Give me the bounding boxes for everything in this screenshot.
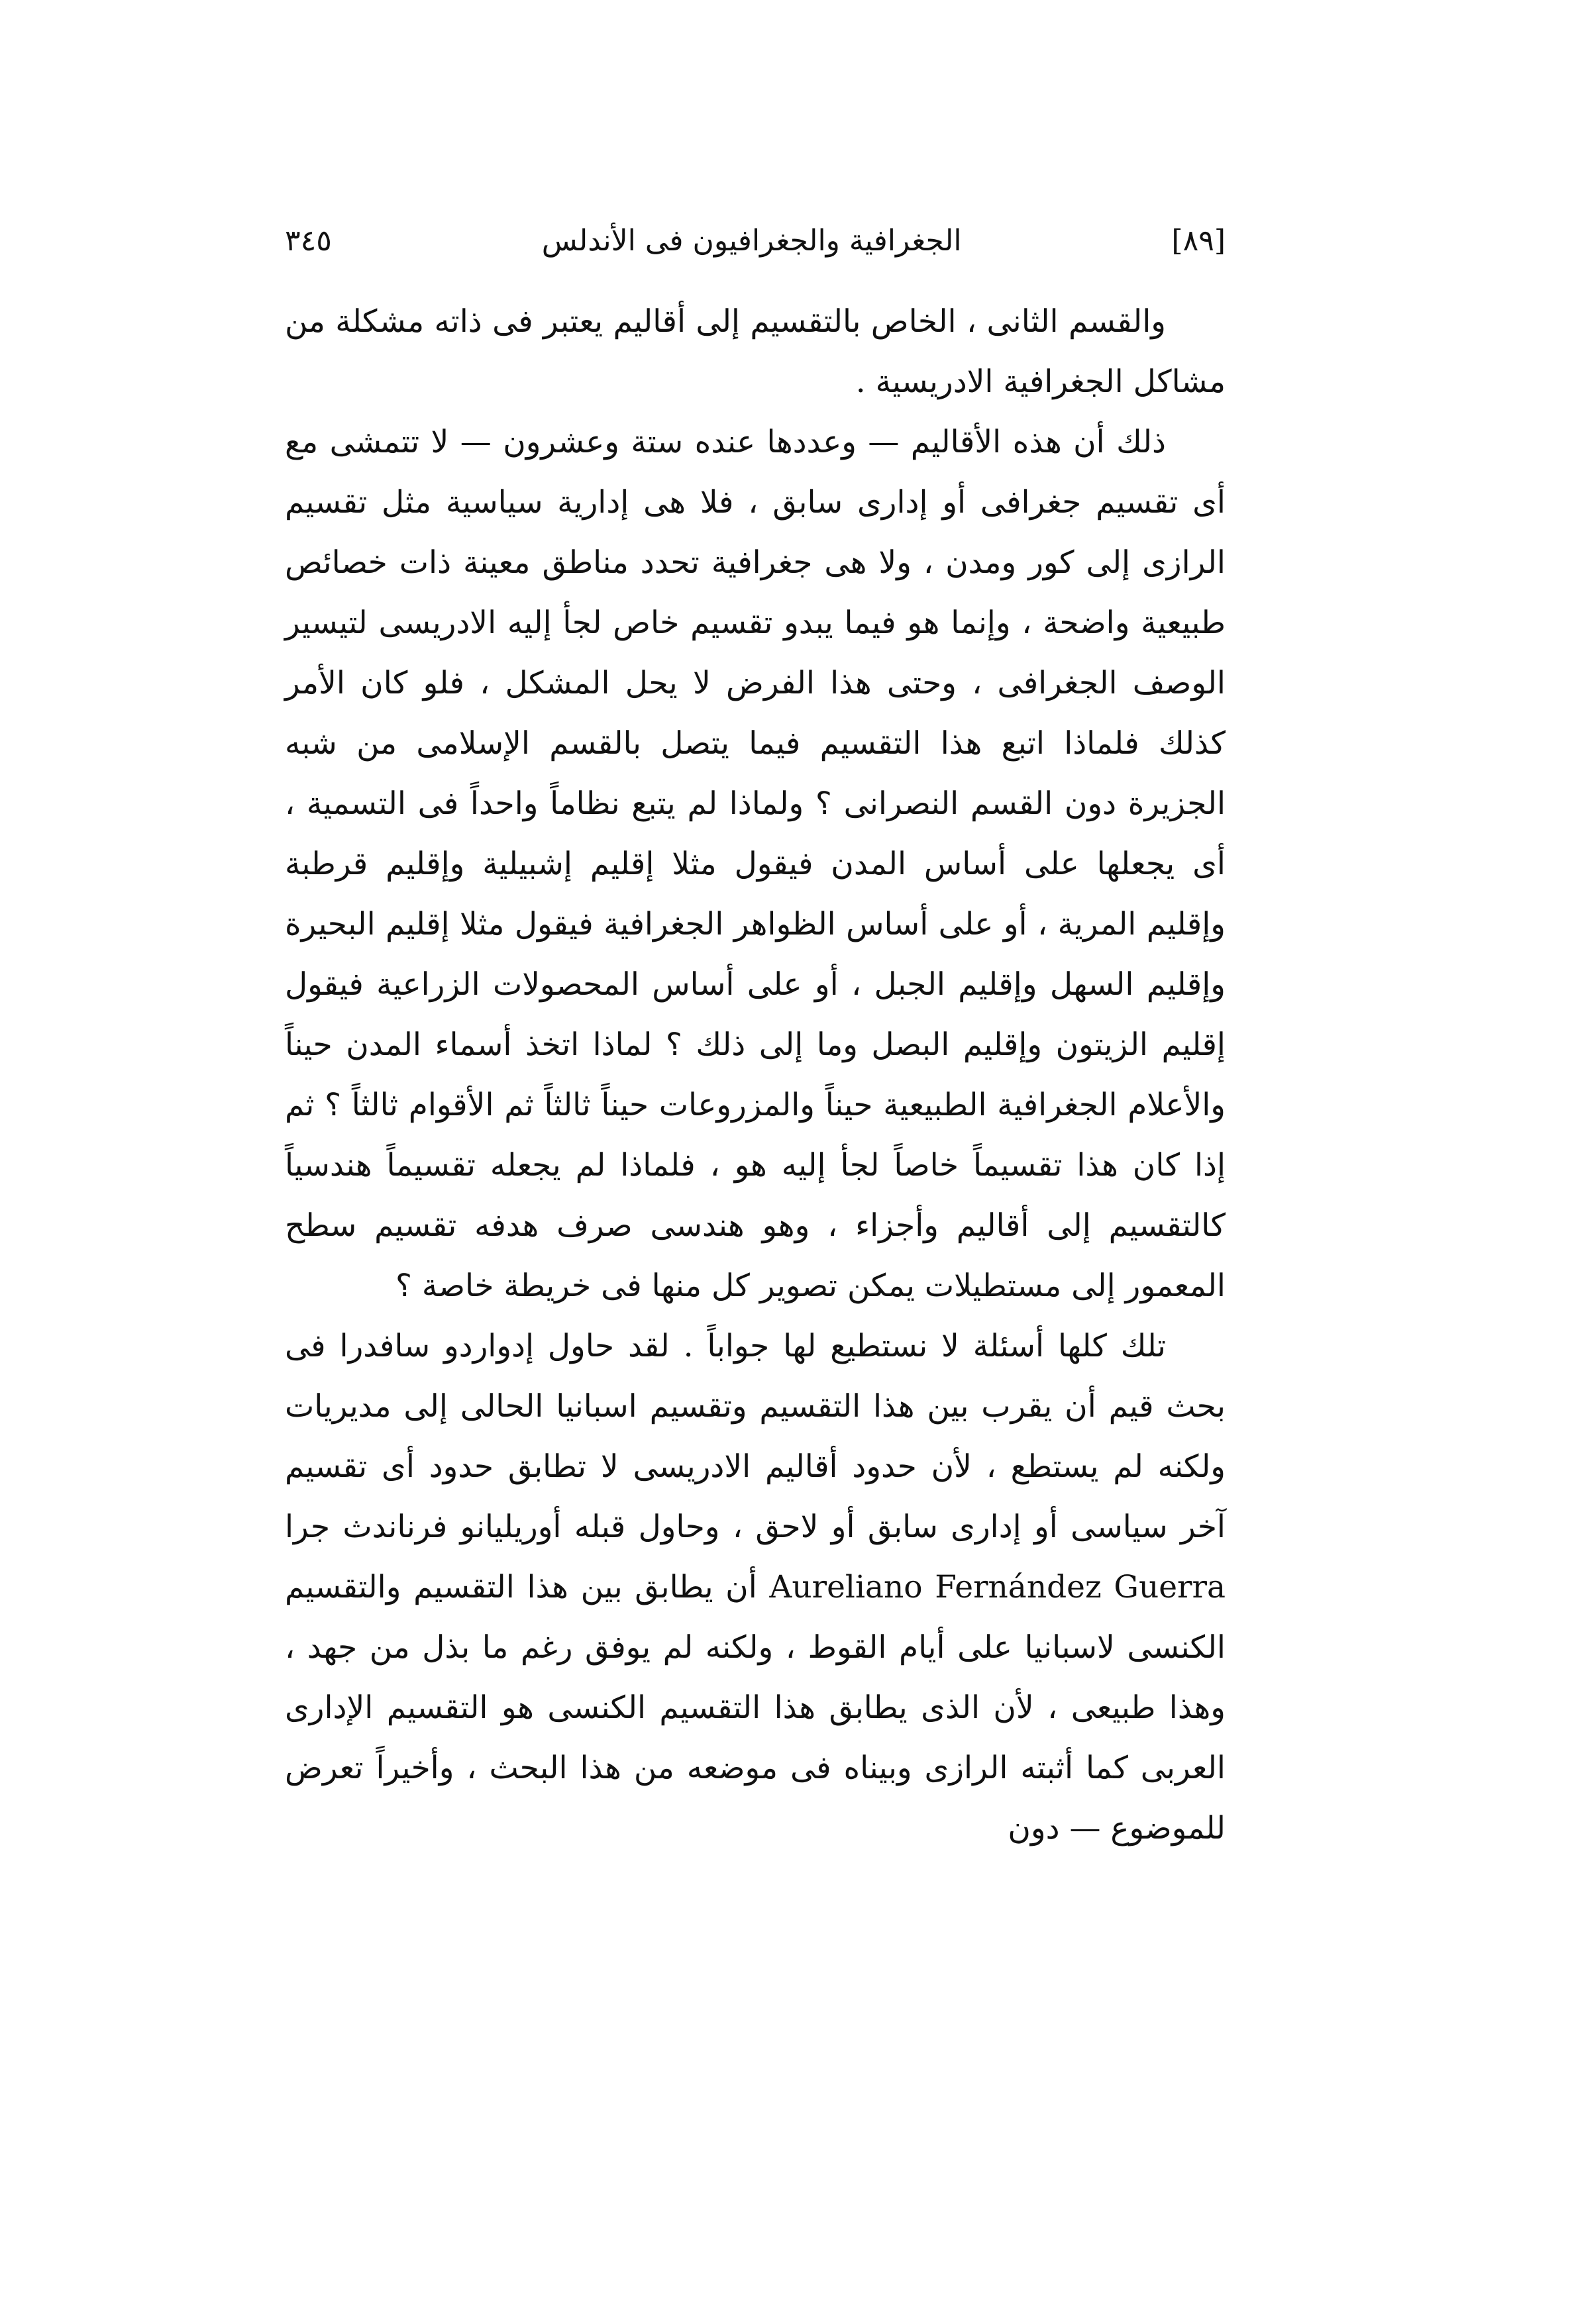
running-title: الجغرافية والجغرافيون فى الأندلس <box>541 223 962 258</box>
page-number: ٣٤٥ <box>285 223 332 258</box>
paragraph-3 <box>285 1316 1226 1858</box>
body-text <box>285 291 1226 1858</box>
section-number: [٨٩] <box>1171 223 1226 258</box>
running-header <box>285 211 1226 270</box>
latin-name: Aureliano Fernández Guerra <box>769 1569 1226 1605</box>
paragraph-2: ذلك أن هذه الأقاليم — وعددها عنده ستة وعشرون — لا تتمشى مع أى تقسيم جغرافى أو إدارى سابق ، فلا هى إدارية سياسية مثل تقسيم الرازى إلى كور ومدن ، ولا هى جغرافية تحدد مناطق معينة ذات خصائص طبيعية واضحة ، وإنما هو فيما يبدو تقسيم خاص لجأ إليه الادريسى لتيسير الوصف الجغرافى ، وحتى هذا الفرض لا يحل المشكل ، فلو كان الأمر كذلك فلماذا اتبع هذا التقسيم فيما يتصل بالقسم الإسلامى من شبه الجزيرة دون القسم النصرانى ؟ ولماذا لم يتبع نظاماً واحداً فى التسمية ، أى يجعلها على أساس المدن فيقول مثلا إقليم إشبيلية وإقليم قرطبة وإقليم المرية ، أو على أساس الظواهر الجغرافية فيقول مثلا إقليم البحيرة وإقليم السهل وإقليم الجبل ، أو على أساس المحصولات الزراعية فيقول إقليم الزيتون وإقليم البصل وما إلى ذلك ؟ لماذا اتخذ أسماء المدن حيناً والأعلام الجغرافية الطبيعية حيناً والمزروعات حيناً ثالثاً ثم الأقوام ثالثاً ؟ ثم إذا كان هذا تقسيماً خاصاً لجأ إليه هو ، فلماذا لم يجعله تقسيماً هندسياً كالتقسيم إلى أقاليم وأجزاء ، وهو هندسى صرف هدفه تقسيم سطح المعمور إلى مستطيلات يمكن تصوير كل منها فى خريطة خاصة ؟ <box>285 424 1226 1304</box>
paragraph-1: والقسم الثانى ، الخاص بالتقسيم إلى أقاليم يعتبر فى ذاته مشكلة من مشاكل الجغرافية الادريسية . <box>285 303 1226 400</box>
paragraph-3-text-before: تلك كلها أسئلة لا نستطيع لها جواباً . لقد حاول إدواردو سافدرا فى بحث قيم أن يقرب بين هذا التقسيم وتقسيم اسبانيا الحالى إلى مديريات ولكنه لم يستطع ، لأن حدود أقاليم الادريسى لا تطابق حدود أى تقسيم آخر سياسى أو إدارى سابق أو لاحق ، وحاول قبله أوريليانو فرناندث جرا <box>285 1328 1226 1545</box>
paragraph-3-text-after: أن يطابق بين هذا التقسيم والتقسيم الكنسى لاسبانيا على أيام القوط ، ولكنه لم يوفق رغم ما بذل من جهد ، وهذا طبيعى ، لأن الذى يطابق هذا التقسيم الكنسى هو التقسيم الإدارى العربى كما أثبته الرازى وبيناه فى موضعه من هذا البحث ، وأخيراً تعرض للموضوع — دون <box>285 1569 1226 1846</box>
